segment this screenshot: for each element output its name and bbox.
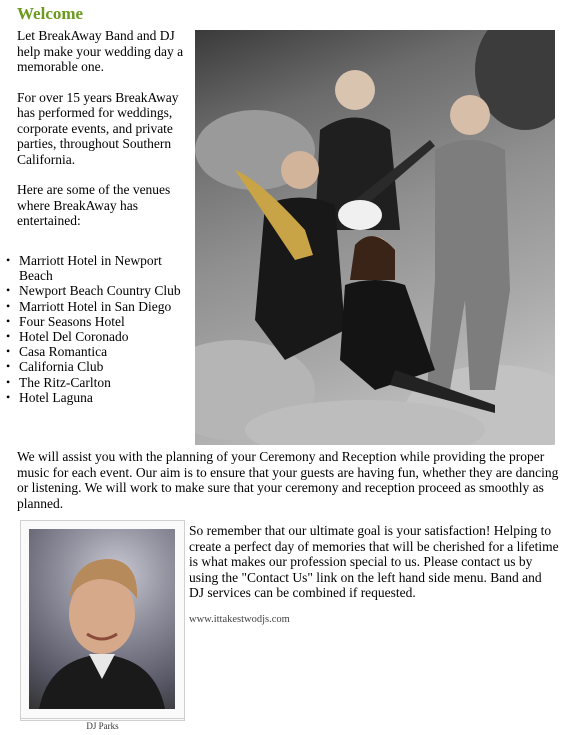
intro-text	[17, 28, 189, 244]
venue-item: • California Club	[19, 359, 197, 374]
website-url: www.ittakestwodjs.com	[189, 614, 290, 625]
band-photo	[195, 30, 555, 445]
venue-item: • Hotel Del Coronado	[19, 329, 197, 344]
dj-photo-caption: DJ Parks	[86, 721, 119, 731]
venue-item: • Hotel Laguna	[19, 390, 197, 405]
dj-photo-frame	[20, 520, 185, 721]
venue-item: • Marriott Hotel in Newport Beach	[19, 253, 197, 283]
dj-caption-divider	[20, 718, 185, 719]
venue-item: • Marriott Hotel in San Diego	[19, 299, 197, 314]
venue-item: • The Ritz-Carlton	[19, 375, 197, 390]
dj-photo	[29, 529, 175, 709]
venue-list	[19, 253, 197, 405]
assist-paragraph: We will assist you with the planning of your Ceremony and Reception while providing the proper music for each event. Our aim is to ensure that your guests are having fun, whether they are dancing or listening. We will work to make sure that your ceremony and reception proceed as smoothly as planned.	[17, 449, 559, 511]
page-title: Welcome	[17, 4, 84, 23]
venue-item: • Newport Beach Country Club	[19, 283, 197, 298]
intro-paragraph-1: Let BreakAway Band and DJ help make your wedding day a memorable one.	[17, 28, 184, 74]
venue-item: • Four Seasons Hotel	[19, 314, 197, 329]
intro-paragraph-2: For over 15 years BreakAway has performed for weddings, corporate events, and private parties, throughout Southern California.	[17, 89, 179, 167]
dj-portrait-illustration	[29, 529, 175, 709]
satisfaction-paragraph: So remember that our ultimate goal is your satisfaction! Helping to create a perfect day of memories that will be cherished for a lifetime is what makes our profession special to us. Please contact us by using the "Contact Us" link on the left hand side menu. Band and DJ services can be combined if requested.	[189, 523, 559, 600]
intro-paragraph-3: Here are some of the venues where BreakAway has entertained:	[17, 182, 171, 228]
venue-item: • Casa Romantica	[19, 344, 197, 359]
band-photo-illustration	[195, 30, 555, 445]
